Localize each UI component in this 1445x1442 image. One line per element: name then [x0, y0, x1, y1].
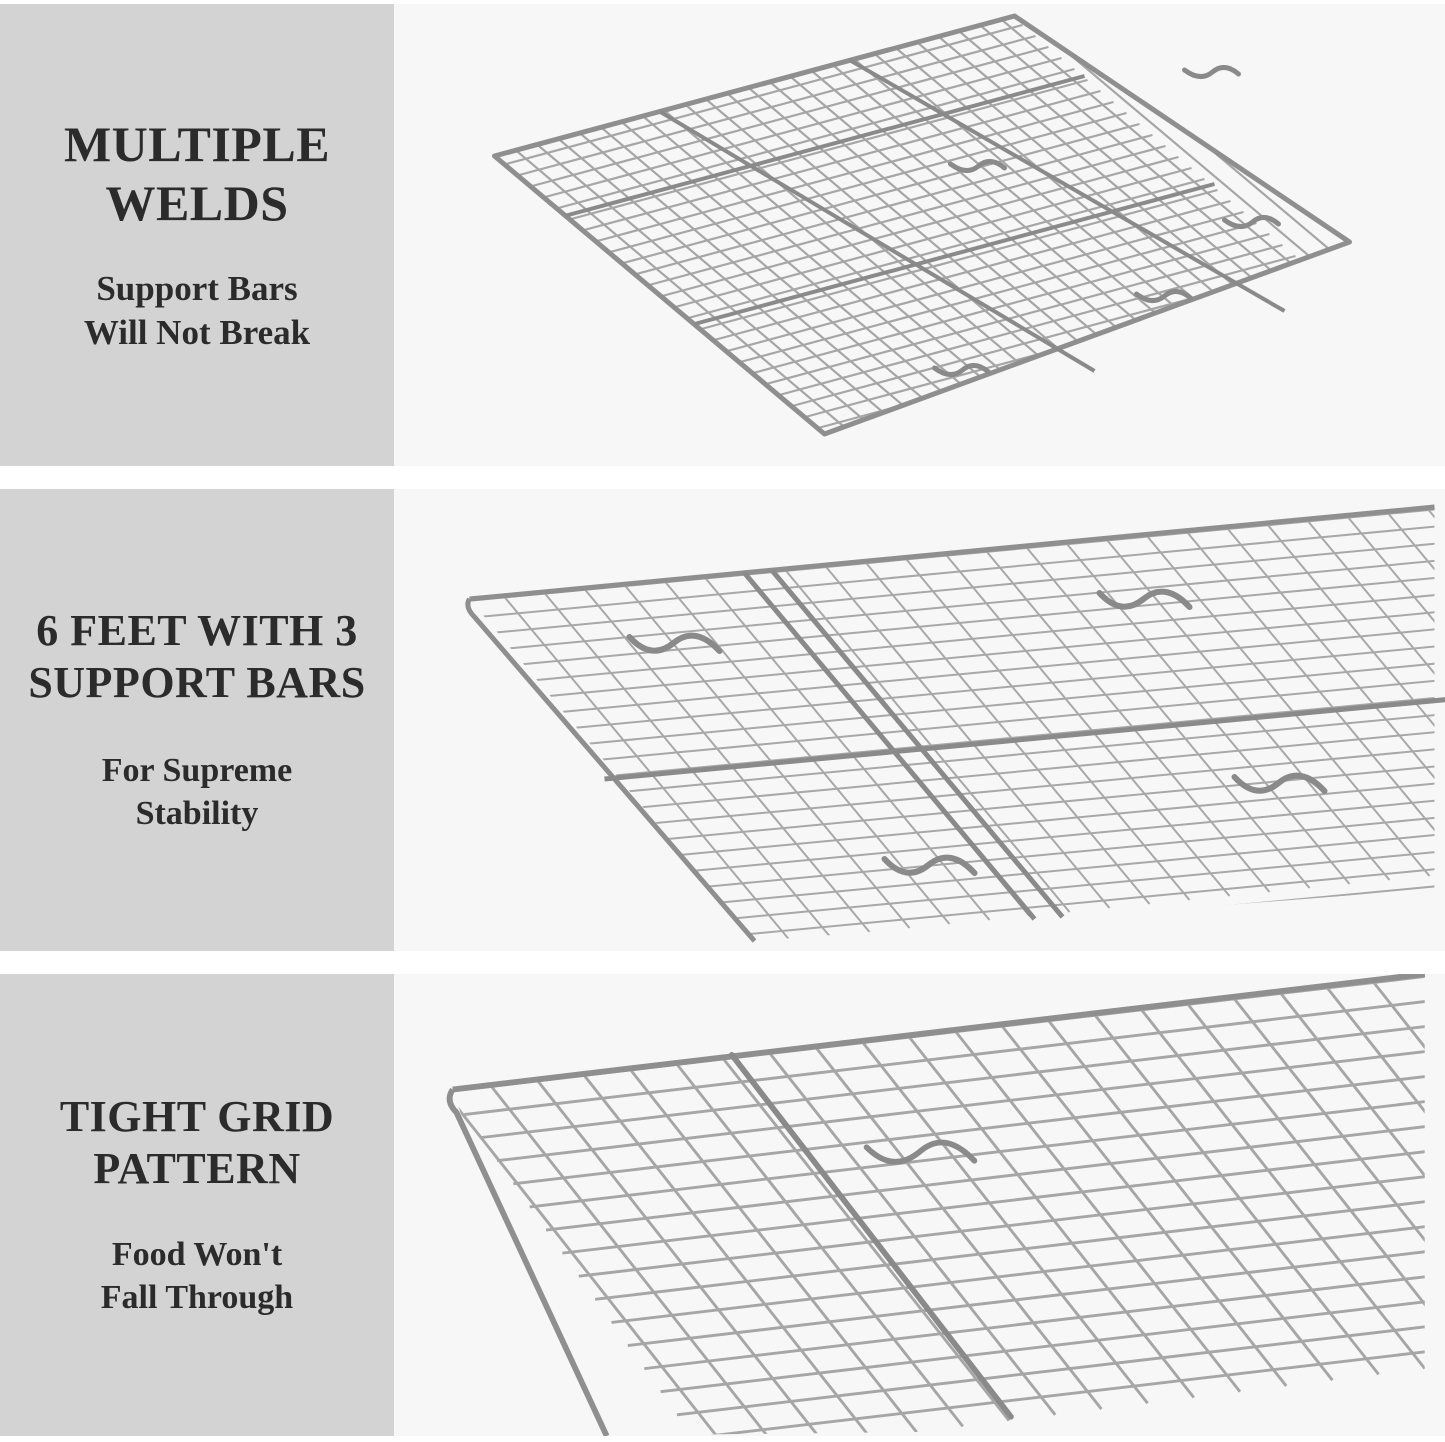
panel-subtext-line-3a: Food Won't: [111, 1236, 283, 1274]
panel-subtext-line-1b: Will Not Break: [83, 313, 311, 352]
cooling-rack-angled-view-icon: [394, 4, 1445, 466]
cooling-rack-underside-support-bars-icon: [394, 489, 1445, 951]
panel-subtext-line-3b: Fall Through: [100, 1278, 294, 1316]
feature-panel-multiple-welds: [0, 4, 1445, 466]
panel-headline-2: 6 FEET WITH 3 SUPPORT BARS: [28, 605, 366, 707]
panel-image-2: [394, 489, 1445, 951]
panel-image-1: [394, 4, 1445, 466]
feature-panel-six-feet: [0, 489, 1445, 951]
panel-subtext-2: [102, 750, 292, 835]
panel-text-block-2: [0, 489, 394, 951]
panel-headline-1: MULTIPLE WELDS: [63, 116, 331, 232]
panel-image-3: [394, 974, 1445, 1436]
panel-text-block-3: [0, 974, 394, 1436]
panel-headline-3: TIGHT GRID PATTERN: [59, 1091, 335, 1193]
panel-subtext-line-1a: Support Bars: [96, 269, 298, 309]
feature-panel-tight-grid: [0, 974, 1445, 1436]
panel-text-block-1: [0, 4, 394, 466]
panel-subtext-line-2b: Stability: [135, 794, 259, 832]
panel-subtext-1: [84, 267, 310, 355]
panel-subtext-line-2a: For Supreme: [101, 752, 293, 790]
cooling-rack-grid-closeup-icon: [394, 974, 1445, 1436]
panel-subtext-3: [101, 1234, 293, 1319]
